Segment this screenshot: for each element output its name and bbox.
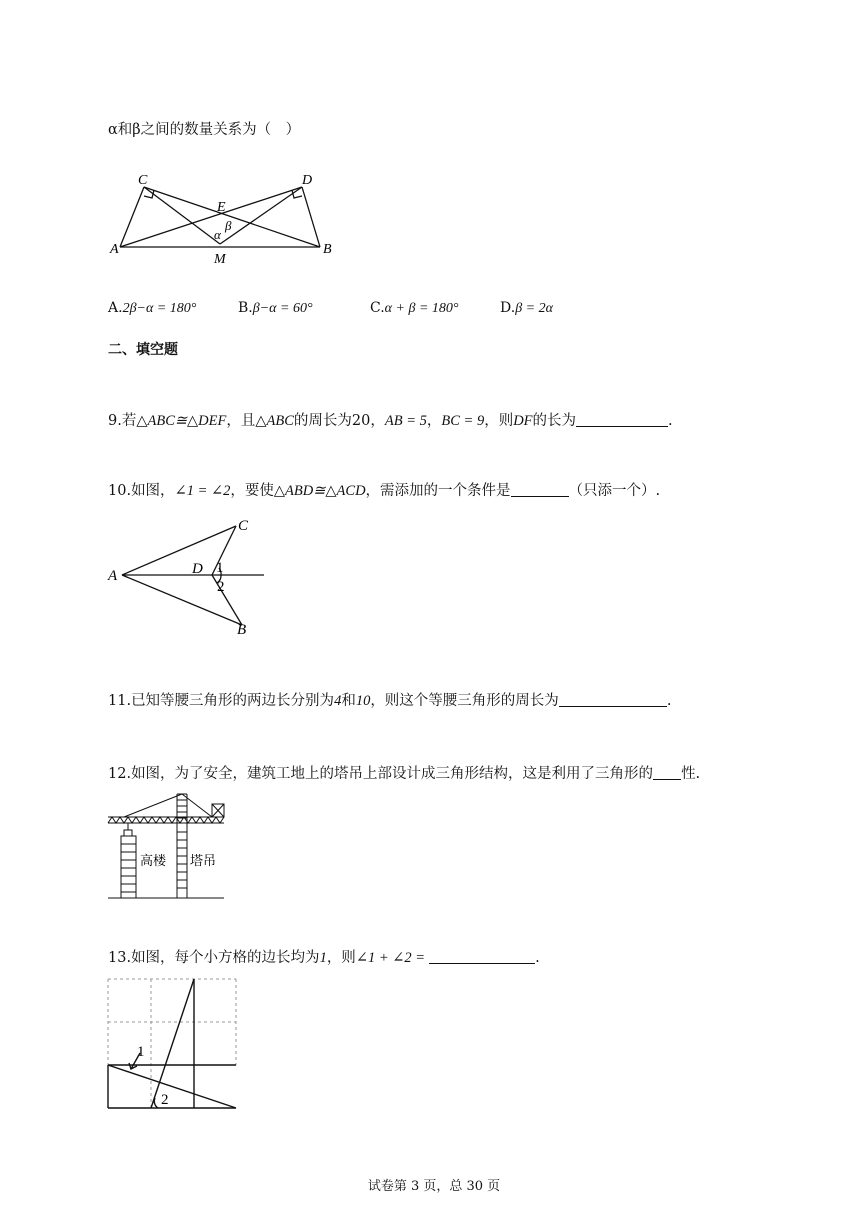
q8-label-C: C <box>138 173 148 188</box>
q12-text: 12.如图，为了安全，建筑工地上的塔吊上部设计成三角形结构，这是利用了三角形的 性. <box>108 766 701 782</box>
q10-label-1: 1 <box>216 560 224 576</box>
q8-stem: α和β之间的数量关系为（ ） <box>108 122 301 138</box>
q9-text: 9.若△ABC≅△DEF，且△ABC的周长为20，AB = 5，BC = 9，则DF的长为 . <box>108 413 673 429</box>
q8-option-d: D.β = 2α <box>500 300 553 316</box>
q13-answer-blank[interactable] <box>429 949 535 964</box>
q8-label-D: D <box>302 173 313 188</box>
q8-label-A: A <box>110 242 119 257</box>
q10-figure <box>108 512 278 642</box>
q12-label-crane: 塔吊 <box>190 854 217 869</box>
q8-figure <box>108 168 348 268</box>
q12-label-building: 高楼 <box>140 854 167 869</box>
q12-answer-blank[interactable] <box>653 765 681 780</box>
q8-label-M: M <box>214 252 226 267</box>
q11-answer-blank[interactable] <box>559 692 667 707</box>
q12-figure <box>106 792 236 902</box>
q10-label-B: B <box>237 622 247 638</box>
page-footer: 试卷第 3 页，总 30 页 <box>367 1179 501 1194</box>
q13-text: 13.如图，每个小方格的边长均为1，则∠1 + ∠2 = . <box>108 950 540 966</box>
section-heading: 二、填空题 <box>108 342 178 358</box>
q13-label-2: 2 <box>161 1092 169 1108</box>
q10-label-A: A <box>108 568 118 584</box>
q10-label-2: 2 <box>217 579 225 595</box>
q8-option-a: A.2β−α = 180° <box>108 300 197 316</box>
q10-label-D: D <box>192 561 203 577</box>
q10-label-C: C <box>238 518 249 534</box>
q8-option-b: B.β−α = 60° <box>238 300 313 316</box>
q13-label-1: 1 <box>137 1044 145 1060</box>
q9-answer-blank[interactable] <box>576 412 668 427</box>
q10-answer-blank[interactable] <box>511 482 569 497</box>
q8-label-alpha: α <box>214 227 221 242</box>
q13-figure <box>106 977 240 1111</box>
q10-text: 10.如图，∠1 = ∠2，要使△ABD≅△ACD，需添加的一个条件是 （只添一个）. <box>108 483 661 499</box>
q8-label-beta: β <box>225 218 232 233</box>
q8-label-E: E <box>217 200 226 215</box>
q8-label-B: B <box>323 242 332 257</box>
q8-option-c: C.α + β = 180° <box>370 300 459 316</box>
q11-text: 11.已知等腰三角形的两边长分别为4和10，则这个等腰三角形的周长为 . <box>108 693 672 709</box>
